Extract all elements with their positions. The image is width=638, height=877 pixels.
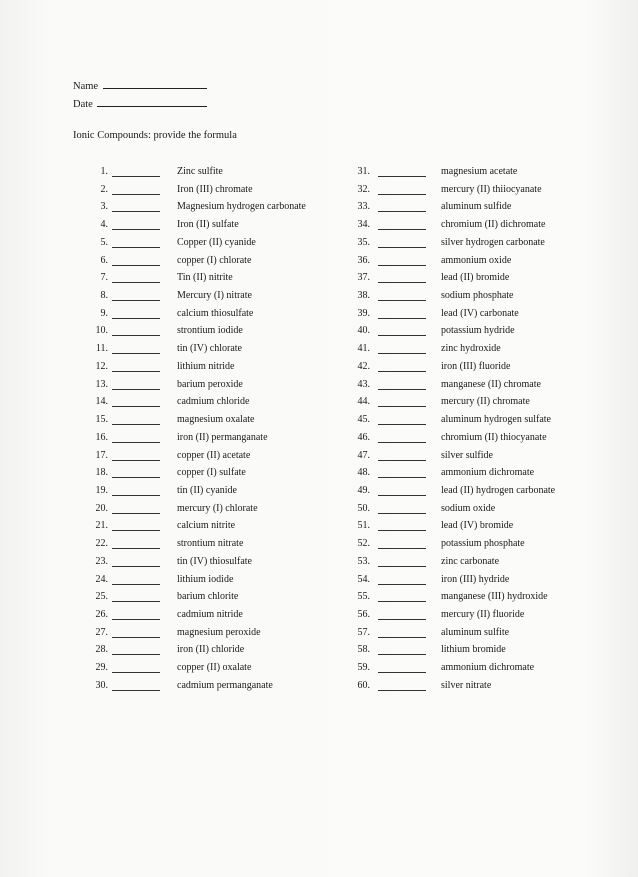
compound-name: Magnesium hydrogen carbonate: [177, 201, 306, 213]
compound-name: ammonium dichromate: [441, 467, 535, 479]
compound-name: barium peroxide: [177, 378, 243, 390]
compound-name: strontium iodide: [177, 325, 243, 337]
answer-blank: [378, 237, 426, 248]
compound-name: Mercury (I) nitrate: [177, 290, 252, 302]
answer-blank: [378, 432, 426, 443]
answer-blank: [112, 680, 160, 691]
compound-name: strontium nitrate: [177, 538, 244, 550]
compound-name: calcium thiosulfate: [177, 307, 254, 319]
compound-name: cadmium nitride: [177, 608, 243, 620]
answer-blank: [112, 396, 160, 407]
answer-blank: [378, 627, 426, 638]
answer-blank: [112, 662, 160, 673]
question-number: 11.: [95, 343, 108, 355]
answer-blank: [112, 255, 160, 266]
compound-name: potassium hydride: [441, 325, 515, 337]
compound-name: mercury (II) chromate: [441, 396, 530, 408]
compound-name: copper (II) oxalate: [177, 662, 252, 674]
compound-name: barium chlorite: [177, 591, 239, 603]
answer-blank: [112, 485, 160, 496]
compound-name: sodium phosphate: [441, 290, 514, 302]
question-number: 16.: [95, 431, 108, 443]
compound-name: magnesium acetate: [441, 166, 518, 177]
question-number: 2.: [100, 183, 108, 195]
compound-name: copper (I) sulfate: [177, 467, 246, 479]
question-number: 1.: [100, 166, 108, 177]
compound-name: copper (I) chlorate: [177, 254, 252, 266]
answer-blank: [378, 503, 426, 514]
answer-blank: [378, 184, 426, 195]
question-number: 23.: [95, 555, 108, 567]
date-blank: [97, 96, 207, 107]
question-number: 35.: [357, 236, 370, 248]
question-number: 15.: [95, 414, 108, 426]
question-number: 52.: [357, 538, 370, 550]
compound-name: cadmium chloride: [177, 396, 250, 408]
question-number: 57.: [357, 626, 370, 638]
question-number: 21.: [95, 520, 108, 532]
answer-blank: [112, 556, 160, 567]
question-number: 33.: [357, 201, 370, 213]
question-number: 30.: [95, 679, 108, 691]
answer-blank: [112, 591, 160, 602]
answer-blank: [112, 538, 160, 549]
question-number: 42.: [357, 360, 370, 372]
answer-blank: [378, 556, 426, 567]
compound-name: magnesium oxalate: [177, 414, 255, 426]
compound-name: tin (IV) thiosulfate: [177, 555, 252, 567]
compound-name: iron (II) chloride: [177, 644, 245, 656]
compound-name: lithium bromide: [441, 644, 506, 656]
compound-name: silver hydrogen carbonate: [441, 236, 545, 248]
answer-blank: [112, 450, 160, 461]
date-label: Date: [73, 99, 93, 110]
answer-blank: [378, 272, 426, 283]
compound-name: magnesium peroxide: [177, 626, 261, 638]
question-number: 36.: [357, 254, 370, 266]
compound-name: Iron (II) sulfate: [177, 219, 239, 231]
answer-blank: [112, 166, 160, 177]
answer-blank: [112, 343, 160, 354]
compound-name: aluminum sulfite: [441, 626, 510, 638]
answer-blank: [378, 166, 426, 177]
compound-name: iron (III) fluoride: [441, 360, 511, 372]
question-number: 9.: [100, 307, 108, 319]
compound-name: aluminum hydrogen sulfate: [441, 414, 551, 426]
answer-blank: [112, 414, 160, 425]
question-number: 14.: [95, 396, 108, 408]
question-number: 29.: [95, 662, 108, 674]
question-number: 49.: [357, 484, 370, 496]
answer-blank: [112, 201, 160, 212]
question-number: 24.: [95, 573, 108, 585]
compound-name: tin (II) cyanide: [177, 484, 237, 496]
compound-name: manganese (II) chromate: [441, 378, 541, 390]
answer-blank: [112, 609, 160, 620]
answer-blank: [112, 184, 160, 195]
question-number: 12.: [95, 360, 108, 372]
question-number: 47.: [357, 449, 370, 461]
question-number: 10.: [95, 325, 108, 337]
question-number: 50.: [357, 502, 370, 514]
answer-blank: [378, 255, 426, 266]
compound-name: mercury (I) chlorate: [177, 502, 258, 514]
answer-blank: [378, 325, 426, 336]
answer-blank: [378, 450, 426, 461]
question-number: 45.: [357, 414, 370, 426]
name-field: [73, 78, 207, 93]
answer-blank: [378, 467, 426, 478]
question-number: 5.: [100, 236, 108, 248]
question-number: 55.: [357, 591, 370, 603]
question-number: 26.: [95, 608, 108, 620]
answer-blank: [378, 219, 426, 230]
compound-name: lead (II) bromide: [441, 272, 510, 284]
question-number: 22.: [95, 538, 108, 550]
answer-blank: [378, 680, 426, 691]
question-number: 8.: [100, 290, 108, 302]
answer-blank: [378, 520, 426, 531]
answer-blank: [378, 201, 426, 212]
answer-blank: [378, 574, 426, 585]
answer-blank: [112, 219, 160, 230]
worksheet-title: Ionic Compounds: provide the formula: [73, 130, 237, 141]
compound-name: Iron (III) chromate: [177, 183, 253, 195]
answer-blank: [378, 414, 426, 425]
answer-blank: [112, 503, 160, 514]
question-number: 56.: [357, 608, 370, 620]
date-field: [73, 96, 207, 111]
compound-name: lithium nitride: [177, 360, 235, 372]
question-number: 13.: [95, 378, 108, 390]
answer-blank: [378, 538, 426, 549]
question-number: 4.: [100, 219, 108, 231]
answer-blank: [112, 379, 160, 390]
compound-name: silver nitrate: [441, 679, 492, 691]
question-number: 38.: [357, 290, 370, 302]
compound-name: Zinc sulfite: [177, 166, 223, 177]
question-number: 3.: [100, 201, 108, 213]
answer-blank: [378, 361, 426, 372]
question-number: 39.: [357, 307, 370, 319]
compound-name: mercury (II) thiiocyanate: [441, 183, 542, 195]
answer-blank: [378, 396, 426, 407]
question-number: 17.: [95, 449, 108, 461]
question-number: 40.: [357, 325, 370, 337]
answer-blank: [378, 485, 426, 496]
answer-blank: [378, 343, 426, 354]
name-blank: [103, 78, 207, 89]
question-number: 7.: [100, 272, 108, 284]
compound-name: lead (IV) bromide: [441, 520, 514, 532]
compound-name: potassium phosphate: [441, 538, 525, 550]
answer-blank: [378, 662, 426, 673]
question-number: 18.: [95, 467, 108, 479]
question-number: 6.: [100, 254, 108, 266]
question-number: 54.: [357, 573, 370, 585]
compound-name: aluminum sulfide: [441, 201, 512, 213]
question-number: 59.: [357, 662, 370, 674]
compound-name: iron (III) hydride: [441, 573, 510, 585]
answer-blank: [378, 379, 426, 390]
question-number: 41.: [357, 343, 370, 355]
question-number: 44.: [357, 396, 370, 408]
question-number: 19.: [95, 484, 108, 496]
compound-name: lithium iodide: [177, 573, 234, 585]
compound-name: cadmium permanganate: [177, 679, 273, 691]
question-number: 60.: [357, 679, 370, 691]
question-number: 51.: [357, 520, 370, 532]
question-number: 53.: [357, 555, 370, 567]
answer-blank: [112, 290, 160, 301]
compound-name: tin (IV) chlorate: [177, 343, 242, 355]
question-number: 48.: [357, 467, 370, 479]
answer-blank: [112, 272, 160, 283]
answer-blank: [112, 574, 160, 585]
question-number: 37.: [357, 272, 370, 284]
compound-name: iron (II) permanganate: [177, 431, 268, 443]
compound-name: sodium oxide: [441, 502, 496, 514]
compound-name: chromium (II) thiocyanate: [441, 431, 547, 443]
compound-name: lead (IV) carbonate: [441, 307, 519, 319]
question-number: 32.: [357, 183, 370, 195]
compound-name: manganese (III) hydroxide: [441, 591, 548, 603]
compound-name: chromium (II) dichromate: [441, 219, 546, 231]
compound-name: Copper (II) cyanide: [177, 236, 256, 248]
answer-blank: [378, 308, 426, 319]
compound-name: calcium nitrite: [177, 520, 236, 532]
answer-blank: [112, 644, 160, 655]
answer-blank: [378, 609, 426, 620]
compound-name: zinc carbonate: [441, 555, 500, 567]
compound-name: mercury (II) fluoride: [441, 608, 525, 620]
answer-blank: [112, 308, 160, 319]
compound-name: ammonium oxide: [441, 254, 512, 266]
answer-blank: [378, 290, 426, 301]
compound-name: silver sulfide: [441, 449, 493, 461]
compound-name: lead (II) hydrogen carbonate: [441, 484, 556, 496]
name-label: Name: [73, 81, 99, 92]
question-number: 34.: [357, 219, 370, 231]
question-number: 20.: [95, 502, 108, 514]
question-number: 27.: [95, 626, 108, 638]
question-number: 43.: [357, 378, 370, 390]
compound-name: zinc hydroxide: [441, 343, 501, 355]
question-number: 25.: [95, 591, 108, 603]
answer-blank: [378, 644, 426, 655]
answer-blank: [112, 467, 160, 478]
question-number: 58.: [357, 644, 370, 656]
compound-name: copper (II) acetate: [177, 449, 251, 461]
compound-name: ammonium dichromate: [441, 662, 535, 674]
answer-blank: [112, 325, 160, 336]
question-number: 46.: [357, 431, 370, 443]
answer-blank: [112, 237, 160, 248]
compound-name: Tin (II) nitrite: [177, 272, 233, 284]
answer-blank: [112, 432, 160, 443]
question-number: 28.: [95, 644, 108, 656]
question-number: 31.: [357, 166, 370, 177]
answer-blank: [112, 361, 160, 372]
answer-blank: [112, 520, 160, 531]
answer-blank: [378, 591, 426, 602]
answer-blank: [112, 627, 160, 638]
